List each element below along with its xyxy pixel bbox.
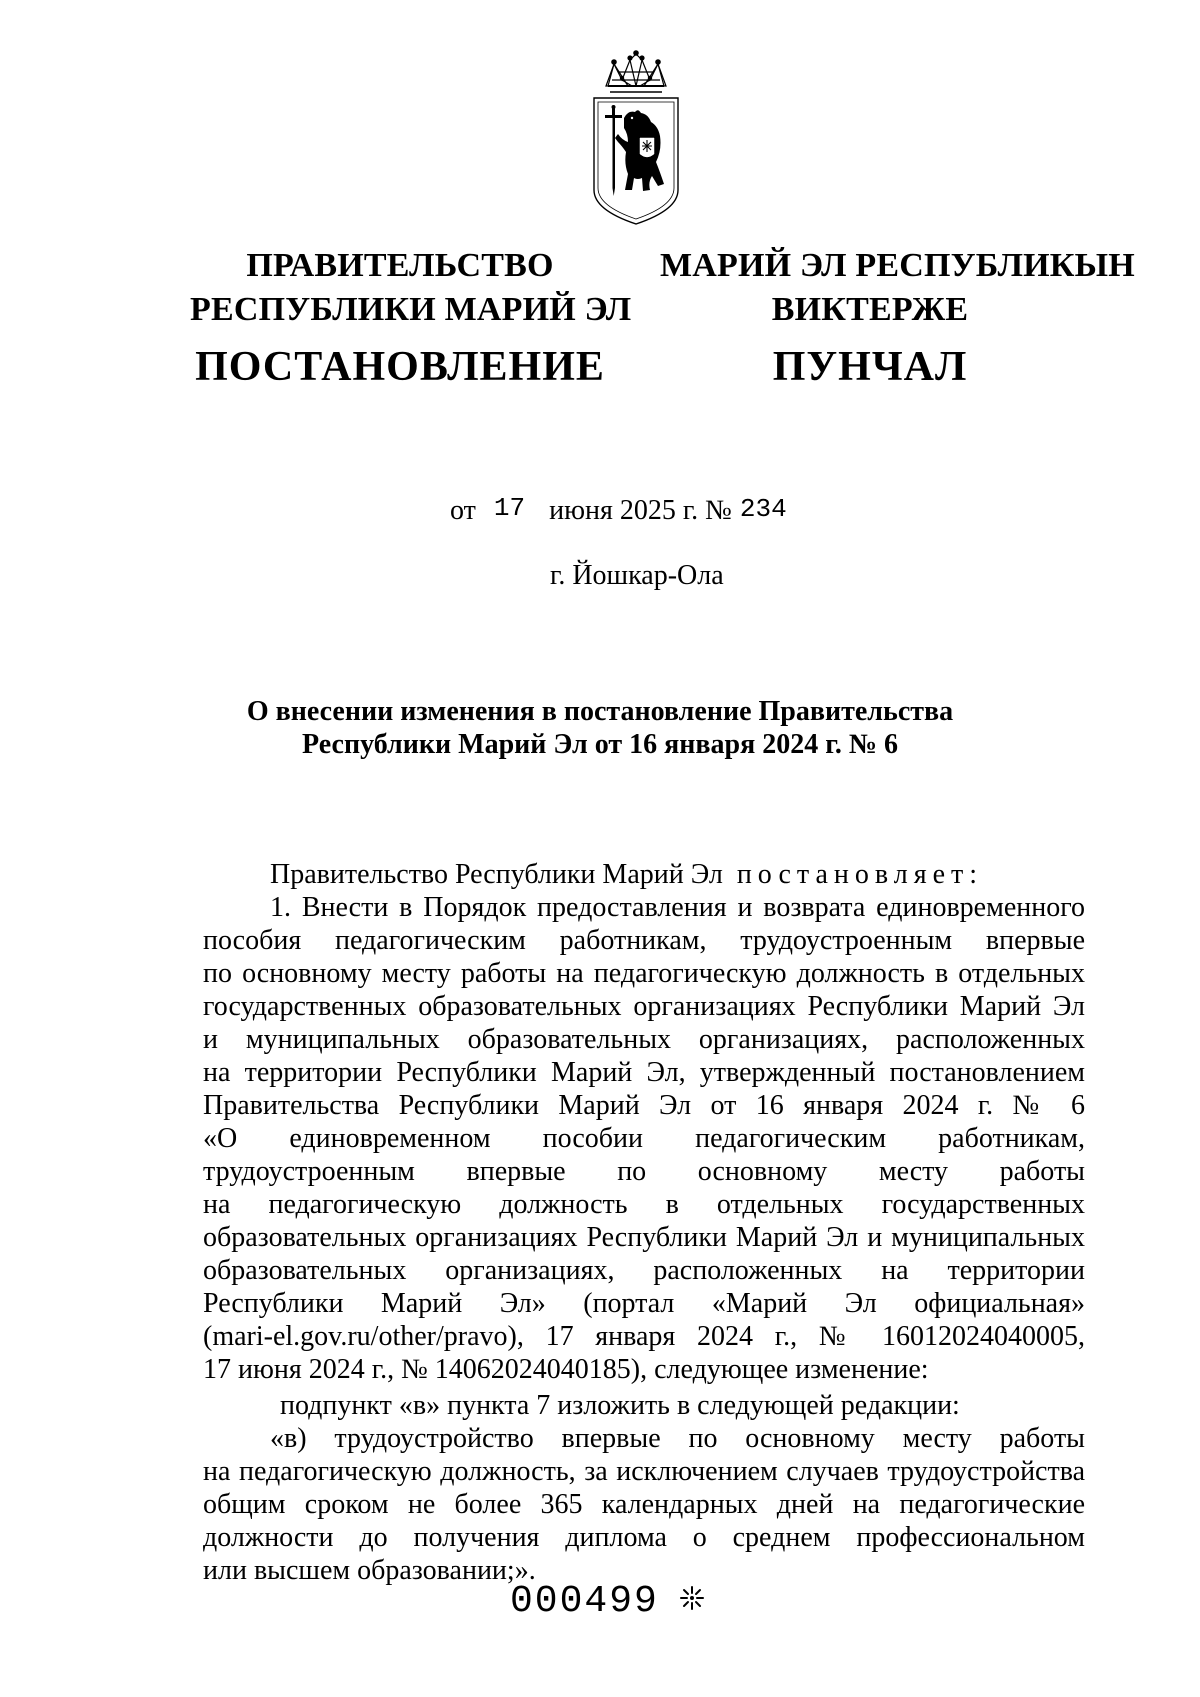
body-line: (mari-el.gov.ru/other/pravo), 17 января 2024 г., № 16012024040005, xyxy=(203,1321,1085,1352)
new-text-line: общим сроком не более 365 календарных дней на педагогические xyxy=(203,1489,1085,1520)
body-line: трудоустроенным впервые по основному месту работы xyxy=(203,1156,1085,1187)
document-title-line2: Республики Марий Эл от 16 января 2024 г. № 6 xyxy=(302,729,898,760)
new-text-line: на педагогическую должность, за исключением случаев трудоустройства xyxy=(203,1456,1085,1487)
header-right-block xyxy=(660,244,1135,392)
body-line: Правительства Республики Марий Эл от 16 января 2024 г. № 6 xyxy=(203,1090,1085,1121)
body-line: государственных образовательных организациях Республики Марий Эл xyxy=(203,991,1085,1022)
new-text-line: «в) трудоустройство впервые по основному месту работы xyxy=(270,1423,1085,1454)
body-line: на территории Республики Марий Эл, утвержденный постановлением xyxy=(203,1057,1085,1088)
new-text-line: должности до получения диплома о среднем профессиональном xyxy=(203,1522,1085,1553)
coat-of-arms-emblem xyxy=(588,50,684,226)
body-line: 1. Внести в Порядок предоставления и возврата единовременного xyxy=(270,892,1085,923)
date-month-year: июня 2025 г. № xyxy=(549,495,732,526)
document-city: г. Йошкар-Ола xyxy=(550,560,724,591)
preamble xyxy=(270,858,983,892)
document-title-line1: О внесении изменения в постановление Правительства xyxy=(246,696,954,727)
body-line: образовательных организациях Республики Марий Эл и муниципальных xyxy=(203,1222,1085,1253)
body-line: образовательных организациях, расположенных на территории xyxy=(203,1255,1085,1286)
new-text-last-line: или высшем образовании;». xyxy=(203,1555,536,1586)
document-type-mari: ПУНЧАЛ xyxy=(772,344,968,390)
body-line: пособия педагогическим работникам, трудоустроенным впервые xyxy=(203,925,1085,956)
document-number: 234 xyxy=(739,494,787,524)
header-right-line2: ВИКТЕРЖЕ xyxy=(771,291,969,328)
preamble-verb: постановляет: xyxy=(736,859,984,890)
body-line: на педагогическую должность в отдельных государственных xyxy=(203,1189,1085,1220)
header-right-line1: МАРИЙ ЭЛ РЕСПУБЛИКЫН xyxy=(660,247,1135,284)
body-line: Республики Марий Эл» (портал «Марий Эл официальная» xyxy=(203,1288,1085,1319)
date-day: 17 xyxy=(493,493,526,523)
subpoint-intro: подпункт «в» пункта 7 изложить в следующей редакции: xyxy=(280,1390,960,1421)
form-serial-number: 000499 xyxy=(510,1580,659,1623)
body-line: «О единовременном пособии педагогическим работникам, xyxy=(203,1123,1085,1154)
preamble-start: Правительство Республики Марий Эл xyxy=(270,859,723,890)
body-line: и муниципальных образовательных организациях, расположенных xyxy=(203,1024,1085,1055)
header-left-block xyxy=(190,244,632,392)
body-line-last: 17 июня 2024 г., № 14062024040185), следующее изменение: xyxy=(203,1354,929,1385)
document-type-ru: ПОСТАНОВЛЕНИЕ xyxy=(195,344,605,390)
document-date-line xyxy=(450,495,787,528)
header-left-line1: ПРАВИТЕЛЬСТВО xyxy=(246,247,554,284)
serial-mark-icon xyxy=(678,1584,706,1612)
header-left-line2: РЕСПУБЛИКИ МАРИЙ ЭЛ xyxy=(190,291,632,328)
date-prefix: от xyxy=(450,495,476,526)
body-line: по основному месту работы на педагогическую должность в отдельных xyxy=(203,958,1085,989)
